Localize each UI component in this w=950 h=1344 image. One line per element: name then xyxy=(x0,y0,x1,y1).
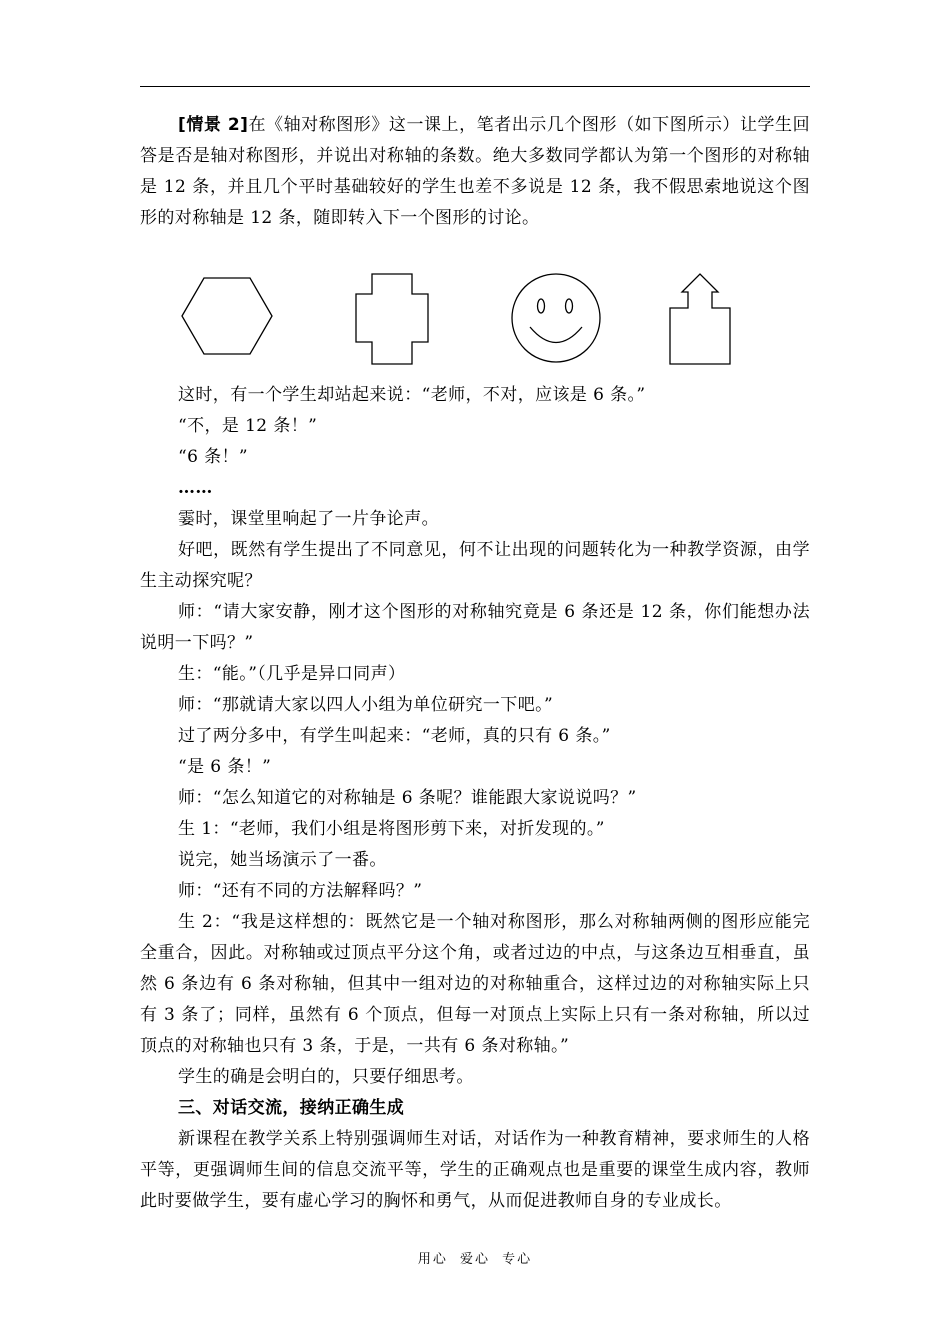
dialogue-line: 师：“那就请大家以四人小组为单位研究一下吧。” xyxy=(178,695,554,715)
dialogue-line: “不，是 12 条！” xyxy=(178,416,318,436)
dialogue-line: 生 1：“老师，我们小组是将图形剪下来，对折发现的。” xyxy=(178,819,605,839)
section-paragraph: 新课程在教学关系上特别强调师生对话，对话作为一种教育精神，要求师生的人格平等，更强调师生间的信息交流平等，学生的正确观点也是重要的课堂生成内容，教师此时要做学生，要有虚心学习的胸怀和勇气，从而促进教师自身的专业成长。 xyxy=(140,1129,810,1211)
plus-shape-icon xyxy=(354,272,430,366)
section-heading: 三、对话交流，接纳正确生成 xyxy=(178,1098,405,1118)
scene-label: [情景 2] xyxy=(178,115,249,135)
dialogue-line: “6 条！” xyxy=(178,447,249,467)
dialogue-line: 这时，有一个学生却站起来说：“老师，不对，应该是 6 条。” xyxy=(178,385,646,405)
dialogue-line: 师：“请大家安静，刚才这个图形的对称轴究竟是 6 条还是 12 条，你们能想办法说明一下吗？” xyxy=(140,602,810,653)
page-footer: 用心 爱心 专心 xyxy=(417,1252,533,1267)
dialogue-line: 生：“能。”（几乎是异口同声） xyxy=(178,664,406,684)
dialogue-line: “是 6 条！” xyxy=(178,757,272,777)
arrow-house-icon xyxy=(668,268,732,366)
smiley-face-icon xyxy=(510,272,602,364)
dialogue-line: 说完，她当场演示了一番。 xyxy=(178,850,387,870)
dialogue-line: 师：“怎么知道它的对称轴是 6 条呢？谁能跟大家说说吗？” xyxy=(178,788,637,808)
dialogue-line: 学生的确是会明白的，只要仔细思考。 xyxy=(178,1067,474,1087)
intro-paragraph xyxy=(140,110,810,234)
figure-row xyxy=(140,262,810,372)
header-rule xyxy=(140,86,810,87)
dialogue-line: 师：“还有不同的方法解释吗？” xyxy=(178,881,423,901)
dialogue-block xyxy=(140,380,810,1217)
intro-text: 在《轴对称图形》这一课上，笔者出示几个图形（如下图所示）让学生回答是否是轴对称图形，并说出对称轴的条数。绝大多数同学都认为第一个图形的对称轴是 12 条，并且几个平时基础较好的学生也差不多说是 12 条，我不假思索地说这个图形的对称轴是 12 条，随即转入下一个图形的讨论。 xyxy=(140,115,810,228)
hexagon-icon xyxy=(180,274,274,358)
ellipsis-line: …… xyxy=(178,478,213,498)
dialogue-line: 过了两分多中，有学生叫起来：“老师，真的只有 6 条。” xyxy=(178,726,611,746)
dialogue-line: 生 2：“我是这样想的：既然它是一个轴对称图形，那么对称轴两侧的图形应能完全重合，因此。对称轴或过顶点平分这个角，或者过边的中点，与这条边互相垂直，虽然 6 条边有 6 条对称轴，但其中一组对边的对称轴重合，这样过边的对称轴实际上只有 3 条了；同样，虽然有 6 个顶点，但每一对顶点上实际上只有一条对称轴，所以过顶点的对称轴也只有 3 条，于是，一共有 6 条对称轴。” xyxy=(140,912,810,1056)
dialogue-line: 好吧，既然有学生提出了不同意见，何不让出现的问题转化为一种教学资源，由学生主动探究呢？ xyxy=(140,540,810,591)
dialogue-line: 霎时，课堂里响起了一片争论声。 xyxy=(178,509,439,529)
